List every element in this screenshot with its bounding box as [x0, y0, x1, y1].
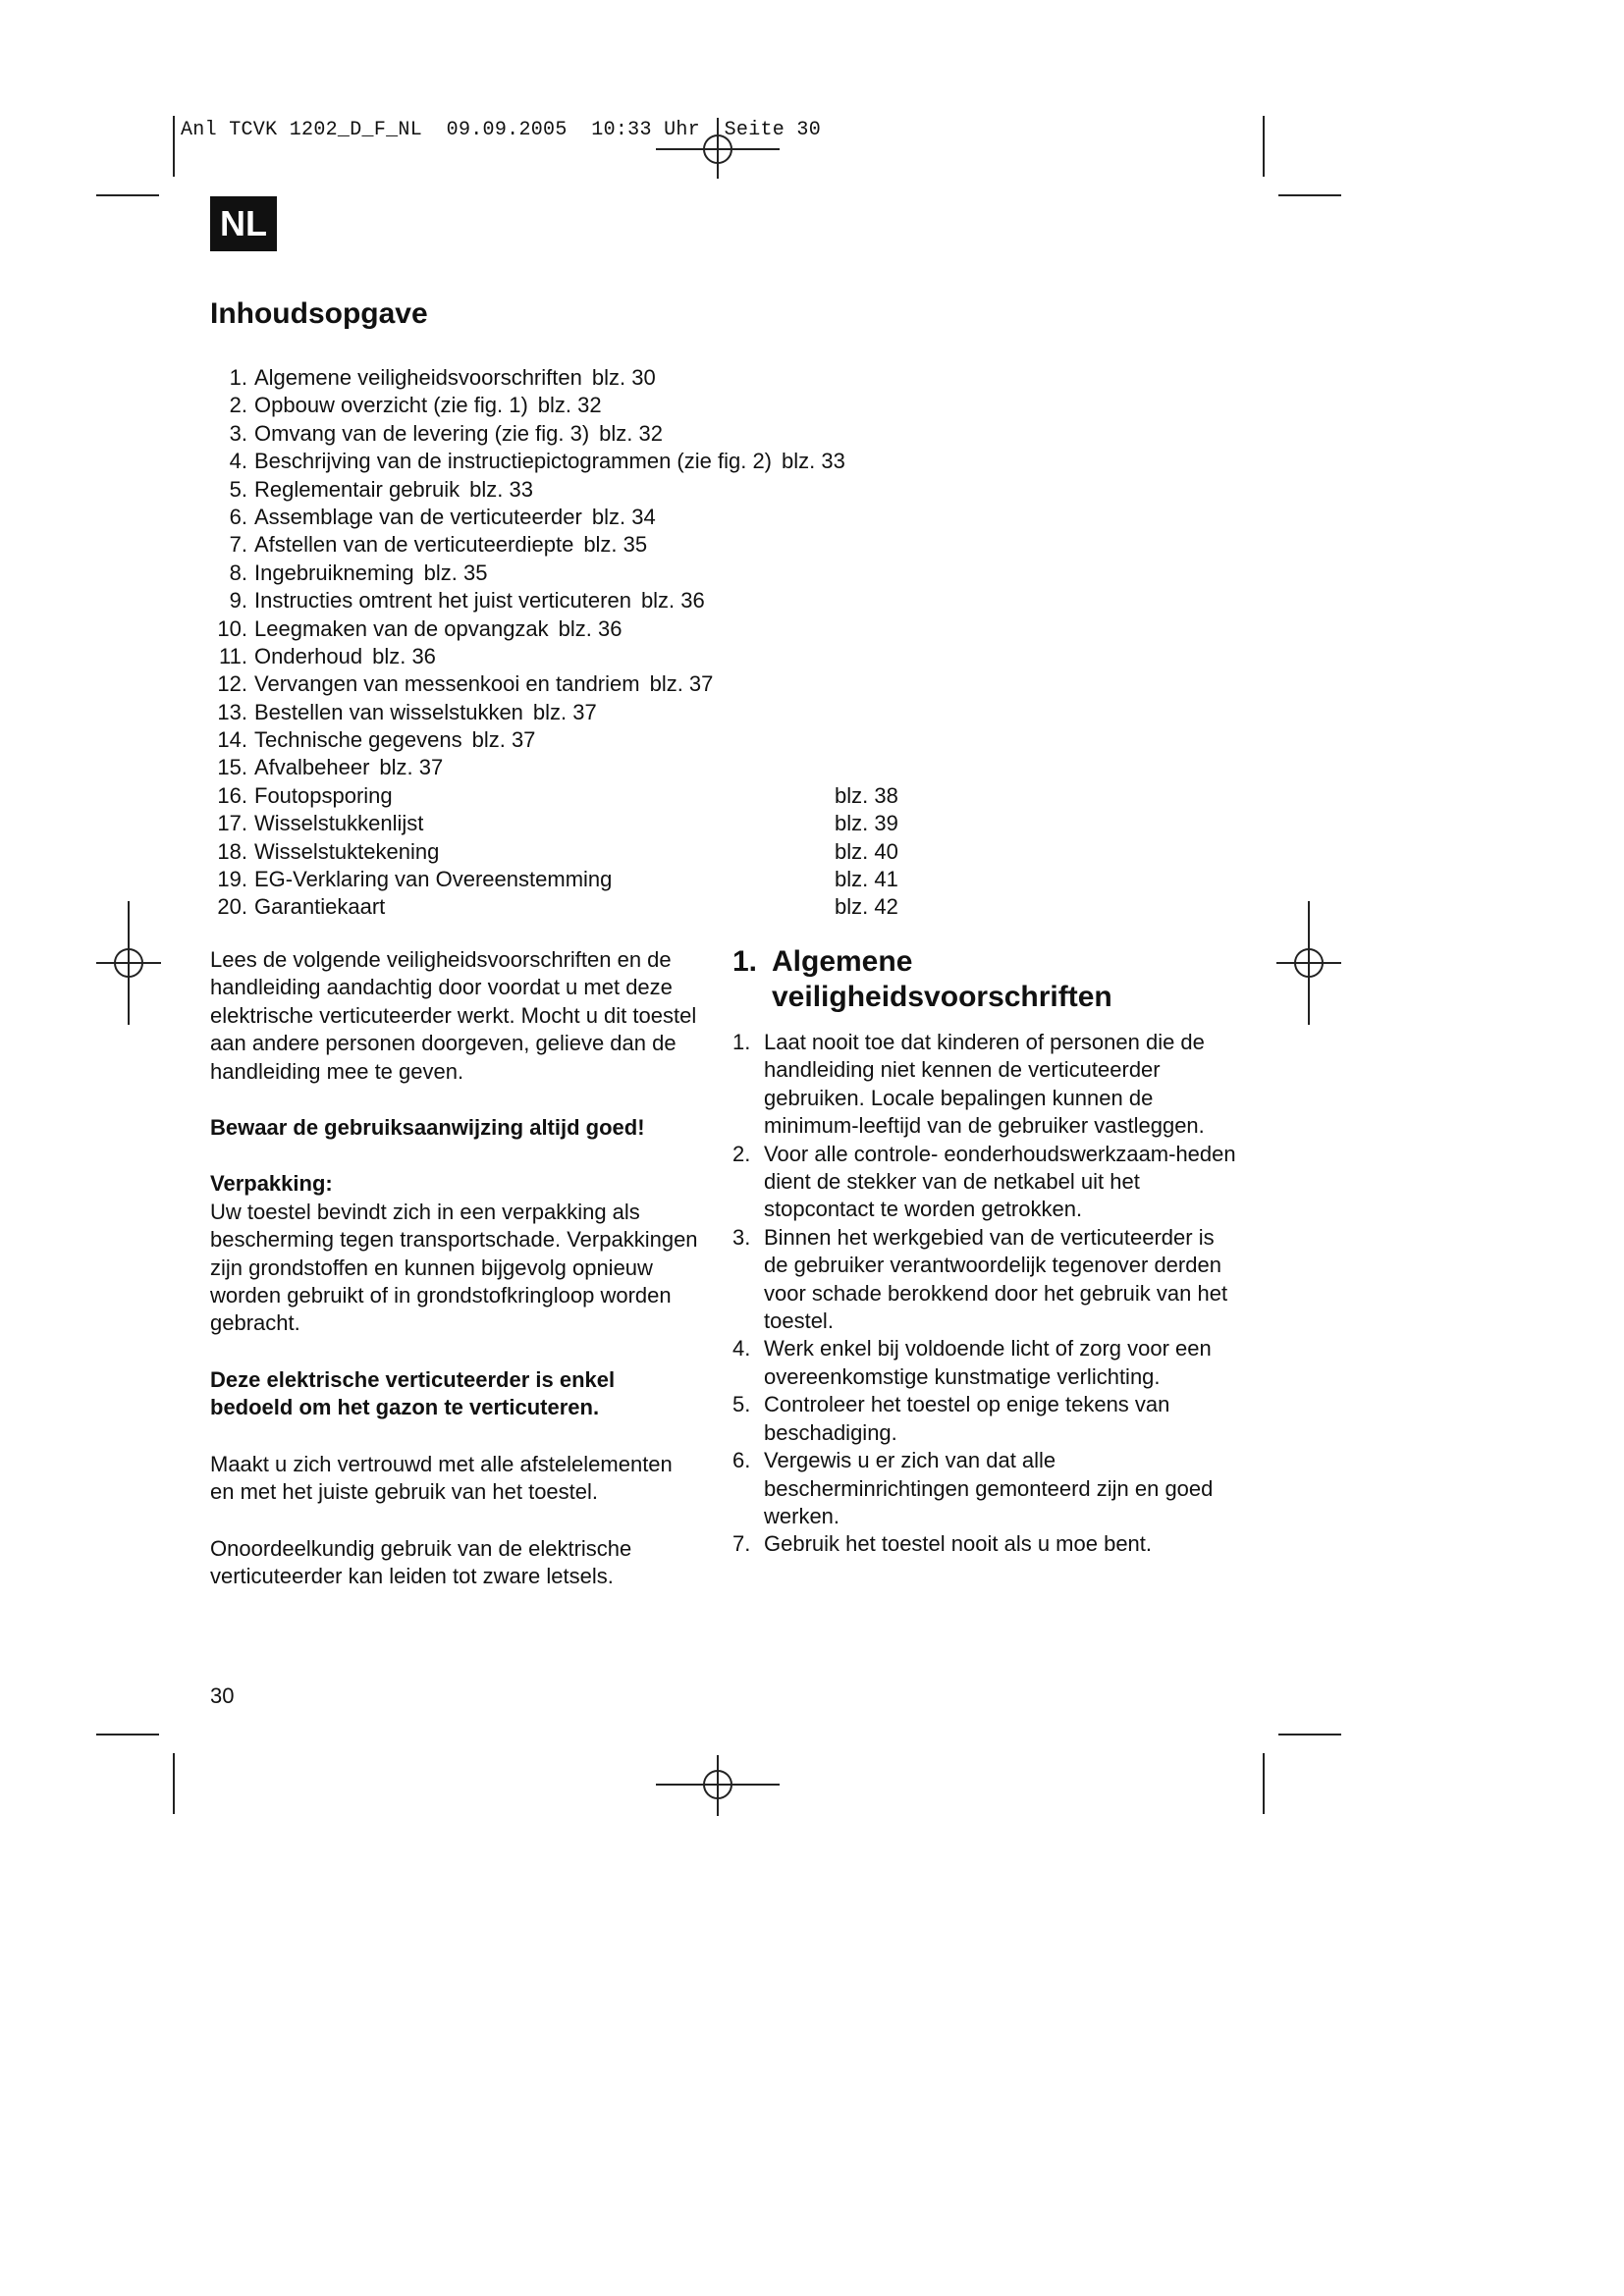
section-title	[732, 944, 1243, 1015]
toc-item-page: blz. 30	[591, 365, 656, 390]
toc-item-page: blz. 36	[372, 643, 436, 668]
list-item	[732, 1447, 1243, 1530]
toc-item-number: 3.	[229, 420, 247, 446]
toc-item-text: Wisselstukkenlijst	[254, 811, 424, 836]
toc-item	[210, 448, 937, 475]
toc-item	[210, 504, 937, 531]
toc-item-text: Garantiekaart	[254, 894, 386, 920]
rule-text: Vergewis u er zich van dat alle bescherminrichtingen gemonteerd zijn en goed werken.	[764, 1448, 1214, 1528]
list-item	[732, 1029, 1243, 1141]
toc-item-page: blz. 35	[583, 532, 648, 558]
crop-mark	[1263, 116, 1265, 177]
toc-item	[210, 476, 937, 504]
toc-item-text: Opbouw overzicht (zie fig. 1)	[254, 393, 528, 418]
toc-item-text: Wisselstuktekening	[254, 838, 440, 864]
toc-item-text: Leegmaken van de opvangzak	[254, 615, 549, 641]
table-of-contents	[210, 364, 937, 922]
crop-mark	[1263, 1753, 1265, 1814]
toc-item-number: 7.	[229, 532, 247, 558]
section-number: 1.	[732, 945, 758, 978]
rule-text: Voor alle controle- eonderhoudswerkzaam-heden dient de stekker van de netkabel uit het stopcontact te worden getrokken.	[764, 1141, 1236, 1222]
toc-item-text: Onderhoud	[254, 643, 363, 668]
toc-item-text: Vervangen van messenkooi en tandriem	[254, 671, 640, 697]
crop-mark	[96, 1734, 159, 1735]
toc-item-page: blz. 33	[469, 476, 533, 502]
rule-text: Gebruik het toestel nooit als u moe bent.	[764, 1531, 1153, 1557]
toc-item-page: blz. 36	[558, 615, 623, 641]
warning-paragraph: Onoordeelkundig gebruik van de elektrische verticuteerder kan leiden tot zware letsels.	[210, 1535, 632, 1588]
page-number: 30	[210, 1683, 235, 1708]
safety-rules-list	[732, 1029, 1243, 1559]
toc-item-page: blz. 37	[471, 727, 536, 753]
rule-text: Werk enkel bij voldoende licht of zorg voor een overeenkomstige kunstmatige verlichting.	[764, 1336, 1212, 1389]
toc-item-text: Instructies omtrent het juist verticuteren	[254, 588, 631, 614]
toc-item	[210, 726, 937, 754]
toc-item-text: Afvalbeheer	[254, 755, 370, 780]
packaging-block	[210, 1170, 701, 1337]
toc-item-page: blz. 37	[379, 755, 444, 780]
toc-item-number: 9.	[229, 588, 247, 614]
familiarize-paragraph: Maakt u zich vertrouwd met alle afstelelementen en met het juiste gebruik van het toestel.	[210, 1451, 673, 1505]
registration-mark-top	[656, 116, 780, 181]
purpose-notice: Deze elektrische verticuteerder is enkel bedoeld om het gazon te verticuteren.	[210, 1366, 616, 1420]
toc-item	[210, 866, 937, 893]
toc-item-number: 13.	[217, 699, 247, 724]
toc-item-page: blz. 42	[835, 894, 898, 920]
toc-item-number: 11.	[219, 643, 247, 668]
list-item	[732, 1224, 1243, 1336]
toc-item-page: blz. 40	[835, 838, 898, 864]
toc-item-page: blz. 33	[782, 449, 845, 474]
toc-item-text: Reglementair gebruik	[254, 476, 460, 502]
toc-item	[210, 364, 937, 392]
rule-number: 3.	[732, 1224, 751, 1250]
toc-item-page: blz. 34	[591, 504, 656, 529]
rule-number: 7.	[732, 1531, 751, 1557]
toc-item-number: 2.	[229, 393, 247, 418]
toc-item-text: EG-Verklaring van Overeenstemming	[254, 867, 613, 892]
toc-item-page: blz. 39	[835, 811, 898, 836]
packaging-text: Uw toestel bevindt zich in een verpakking als bescherming tegen transportschade. Verpakkingen zijn grondstoffen en kunnen bijgevolg opnieuw worden gebruikt of in grondstofkringloop worden gebracht.	[210, 1199, 698, 1336]
toc-item-number: 6.	[229, 504, 247, 529]
toc-item-number: 14.	[217, 727, 247, 753]
print-header: Anl TCVK 1202_D_F_NL 09.09.2005 10:33 Uhr Seite 30	[181, 119, 822, 141]
toc-item	[210, 838, 937, 866]
list-item	[732, 1530, 1243, 1558]
rule-number: 6.	[732, 1448, 751, 1473]
toc-item	[210, 392, 937, 419]
intro-column	[210, 946, 701, 1619]
crop-mark	[96, 194, 159, 196]
packaging-heading: Verpakking:	[210, 1171, 333, 1197]
toc-item-page: blz. 37	[532, 699, 597, 724]
toc-item-number: 1.	[229, 365, 247, 390]
toc-item-text: Bestellen van wisselstukken	[254, 699, 523, 724]
crop-mark	[1278, 194, 1341, 196]
toc-item-text: Beschrijving van de instructiepictogrammen (zie fig. 2)	[254, 449, 773, 474]
keep-manual-notice: Bewaar de gebruiksaanwijzing altijd goed!	[210, 1115, 645, 1141]
toc-item	[210, 420, 937, 448]
rule-number: 4.	[732, 1336, 751, 1362]
registration-mark-right	[1276, 901, 1341, 1025]
toc-item-number: 5.	[229, 476, 247, 502]
list-item	[732, 1335, 1243, 1391]
toc-item-text: Algemene veiligheidsvoorschriften	[254, 365, 582, 390]
toc-item-page: blz. 41	[835, 867, 898, 892]
toc-item-number: 12.	[217, 671, 247, 697]
toc-item-page: blz. 32	[537, 393, 602, 418]
toc-item-text: Omvang van de levering (zie fig. 3)	[254, 420, 590, 446]
crop-mark	[1278, 1734, 1341, 1735]
toc-item-number: 17.	[217, 811, 247, 836]
toc-item-page: blz. 38	[835, 782, 898, 808]
toc-item-page: blz. 32	[599, 420, 663, 446]
toc-item	[210, 531, 937, 559]
toc-item-text: Ingebruikneming	[254, 560, 414, 585]
intro-paragraph: Lees de volgende veiligheidsvoorschriften en de handleiding aandachtig door voordat u met deze elektrische verticuteerder werkt. Mocht u dit toestel aan andere personen doorgeven, gelieve dan de handleiding mee te geven.	[210, 947, 697, 1084]
toc-item-number: 10.	[217, 615, 247, 641]
rule-number: 5.	[732, 1392, 751, 1417]
safety-section	[732, 944, 1243, 1559]
crop-mark	[173, 1753, 175, 1814]
toc-item-text: Assemblage van de verticuteerder	[254, 504, 582, 529]
toc-item	[210, 754, 937, 781]
toc-item	[210, 615, 937, 643]
toc-item-page: blz. 35	[423, 560, 488, 585]
toc-item-text: Technische gegevens	[254, 727, 462, 753]
toc-item-text: Afstellen van de verticuteerdiepte	[254, 532, 574, 558]
toc-item	[210, 810, 937, 837]
rule-number: 2.	[732, 1141, 751, 1166]
toc-item-number: 18.	[217, 838, 247, 864]
toc-item	[210, 782, 937, 810]
toc-item-number: 8.	[229, 560, 247, 585]
rule-number: 1.	[732, 1030, 751, 1054]
toc-item-page: blz. 37	[649, 671, 714, 697]
rule-text: Laat nooit toe dat kinderen of personen die de handleiding niet kennen de verticuteerder gebruiken. Locale bepalingen kunnen de minimum-leeftijd van de gebruiker vastleggen.	[764, 1030, 1205, 1139]
toc-item-number: 19.	[217, 867, 247, 892]
toc-item-text: Foutopsporing	[254, 782, 393, 808]
language-badge: NL	[210, 196, 277, 251]
section-title-line1: Algemene	[772, 945, 913, 978]
toc-item	[210, 893, 937, 921]
section-title-line2: veiligheidsvoorschriften	[772, 981, 1112, 1013]
toc-item-page: blz. 36	[640, 588, 705, 614]
list-item	[732, 1141, 1243, 1224]
registration-mark-bottom	[656, 1753, 780, 1818]
toc-item-number: 4.	[229, 449, 247, 474]
toc-item	[210, 699, 937, 726]
toc-title: Inhoudsopgave	[210, 297, 428, 330]
list-item	[732, 1391, 1243, 1447]
toc-item	[210, 560, 937, 587]
toc-item-number: 16.	[217, 782, 247, 808]
toc-item	[210, 643, 937, 670]
rule-text: Controleer het toestel op enige tekens van beschadiging.	[764, 1392, 1170, 1445]
toc-item	[210, 670, 937, 698]
toc-item-number: 20.	[217, 894, 247, 920]
crop-mark	[173, 116, 175, 177]
rule-text: Binnen het werkgebied van de verticuteerder is de gebruiker verantwoordelijk tegenover derden voor schade berokkend door het gebruik van het toestel.	[764, 1224, 1228, 1334]
registration-mark-left	[96, 901, 161, 1025]
toc-item-number: 15.	[217, 755, 247, 780]
toc-item	[210, 587, 937, 614]
